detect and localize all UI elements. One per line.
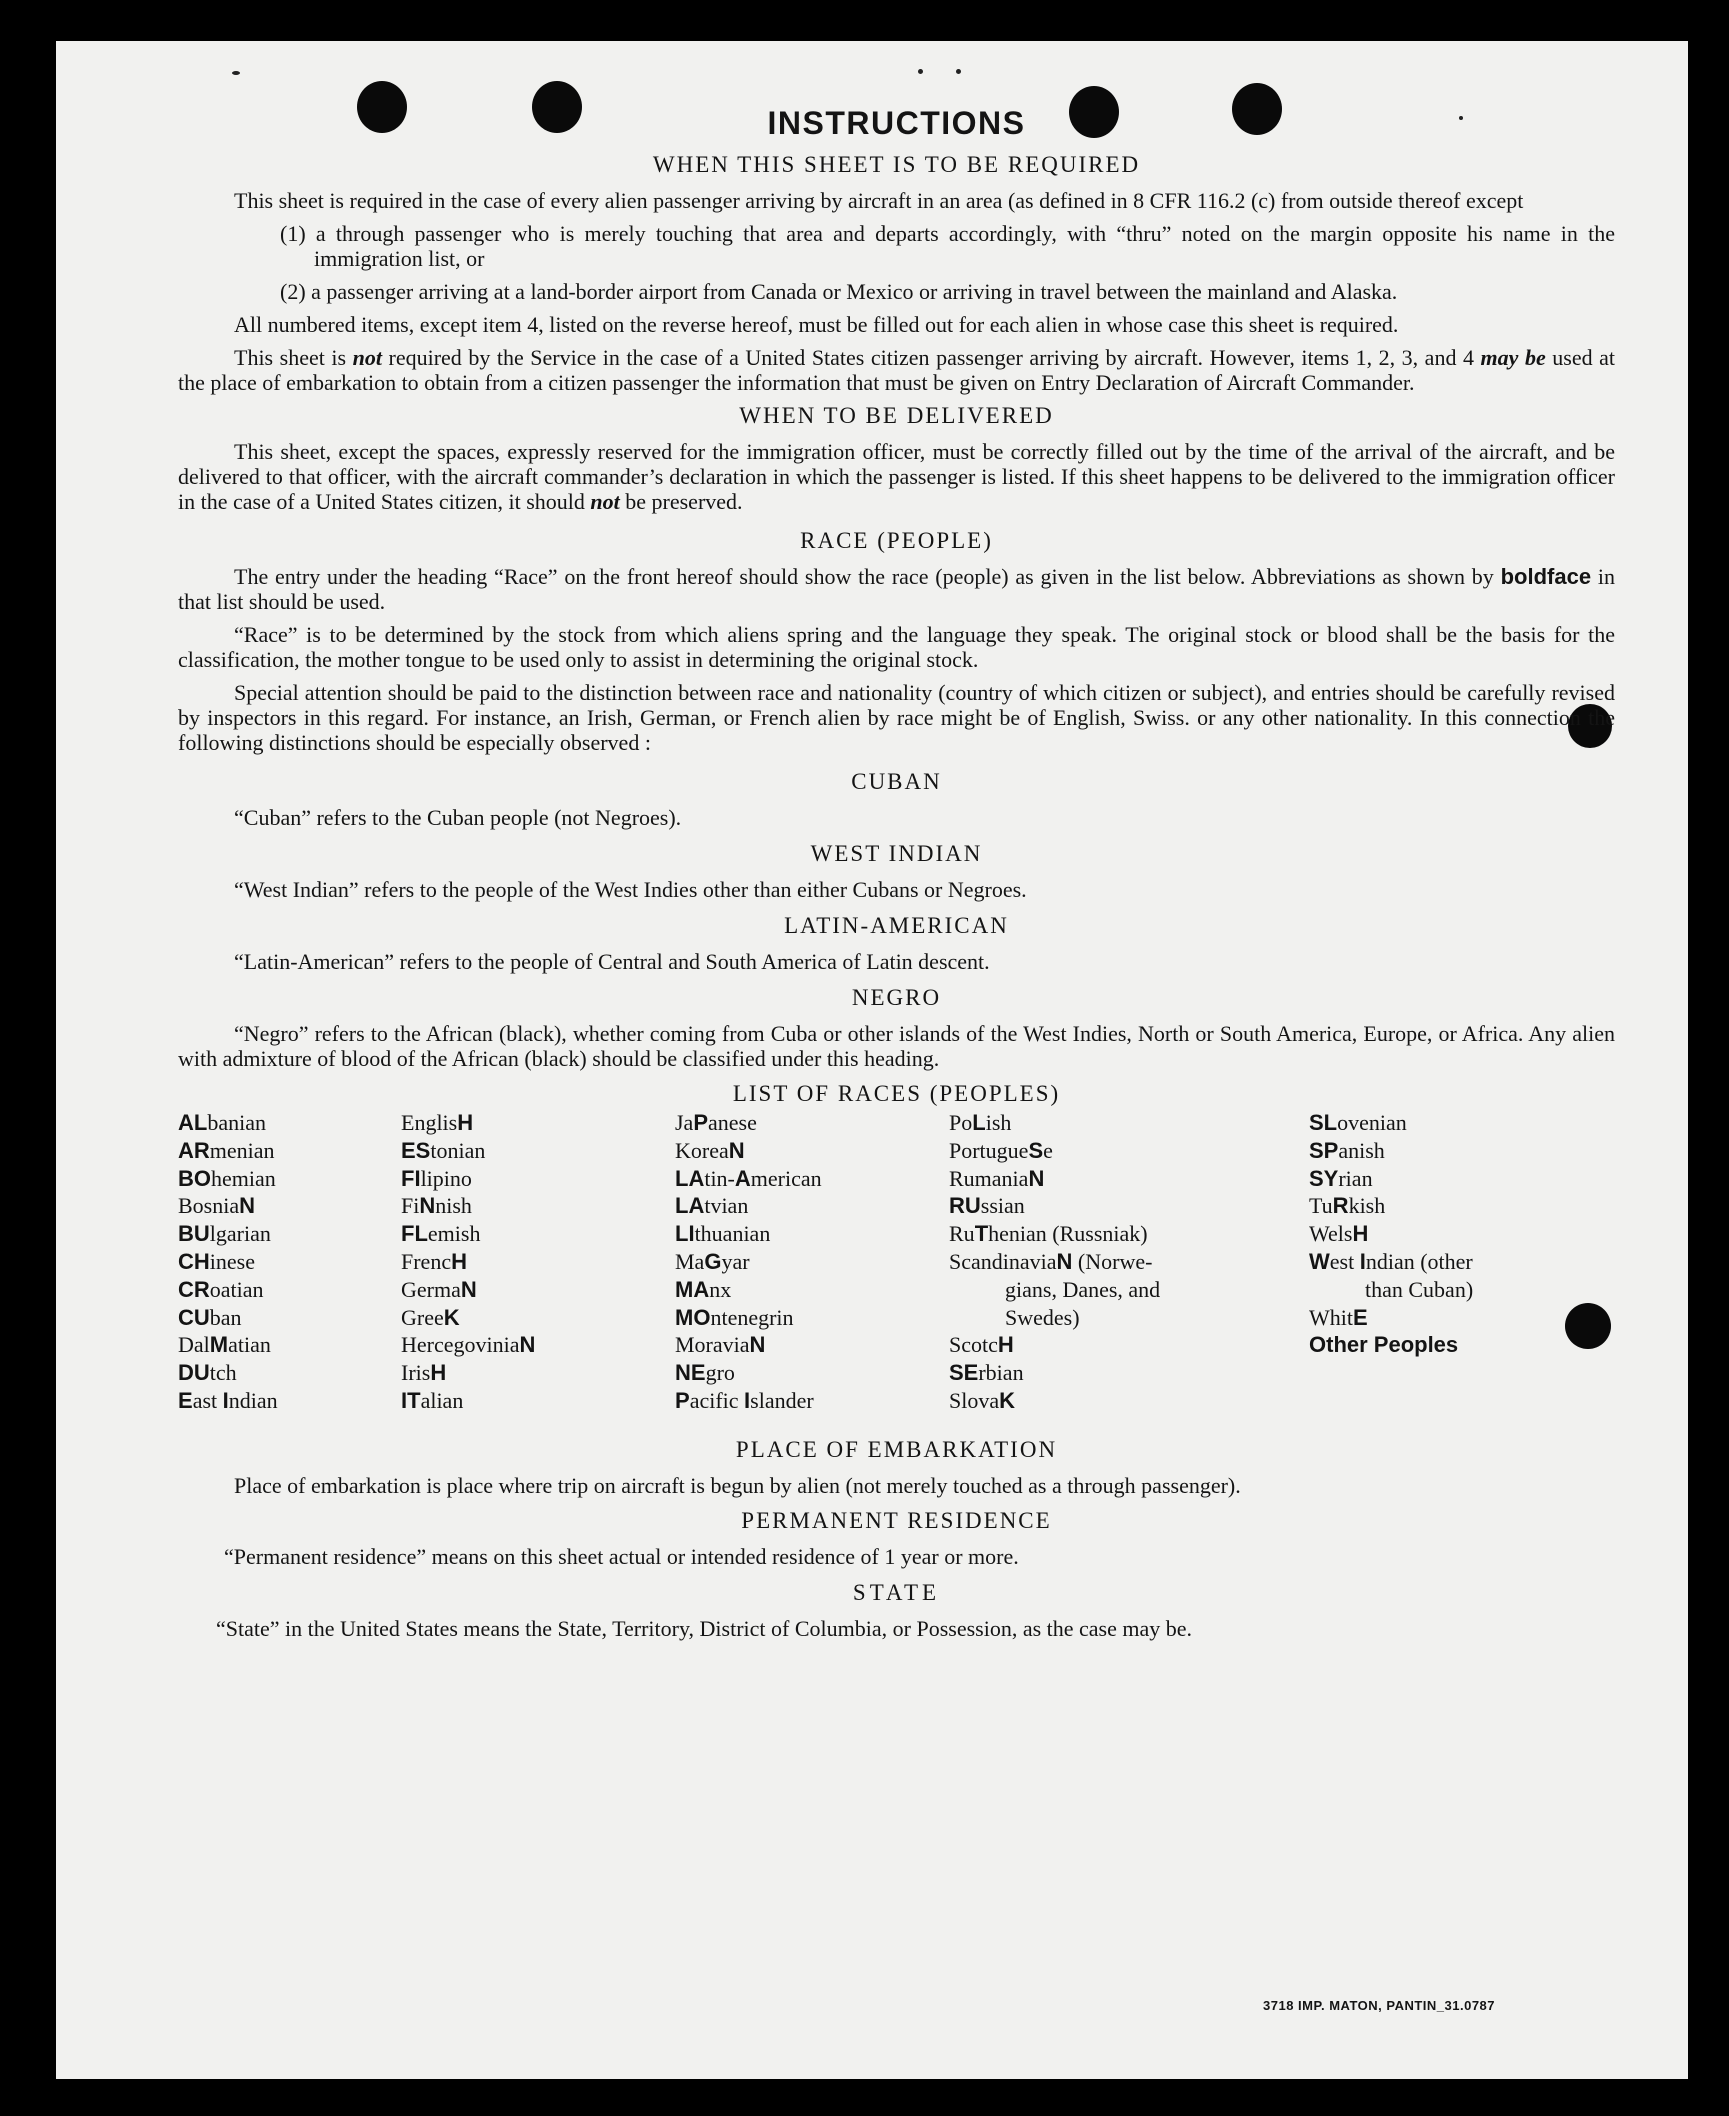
race-entry: than Cuban)	[1365, 1276, 1474, 1302]
race-entry: BOhemian	[178, 1165, 276, 1191]
race-entry: MoraviaN	[675, 1332, 766, 1358]
race-entry: SlovaK	[949, 1387, 1016, 1413]
race-entry: ITalian	[401, 1387, 464, 1413]
race-column	[949, 1109, 1160, 1415]
race-entry: RUssian	[949, 1193, 1025, 1219]
race-entry: SLovenian	[1309, 1110, 1407, 1135]
section-heading: PLACE OF EMBARKATION	[735, 1437, 1058, 1462]
race-entry: HercegoviniaN	[401, 1332, 536, 1358]
race-entry: Swedes)	[1005, 1304, 1080, 1330]
race-entry: CRoatian	[178, 1276, 264, 1302]
race-entry: ScandinaviaN (Norwe-	[949, 1248, 1153, 1274]
race-entry: PortugueSe	[949, 1137, 1053, 1163]
race-entry: BosniaN	[178, 1193, 256, 1219]
race-entry: TuRkish	[1309, 1193, 1386, 1219]
race-entry: IrisH	[401, 1360, 447, 1386]
race-column	[1309, 1109, 1473, 1359]
race-entry: DUtch	[178, 1360, 237, 1386]
race-entry: CUban	[178, 1304, 242, 1330]
race-entry: FLemish	[401, 1221, 481, 1247]
race-entry: NEgro	[675, 1360, 735, 1386]
definition-text: “Negro” refers to the African (black), whether coming from Cuba or other islands of the West Indies, North or South America, Europe, or Africa. Any alien with admixture of blood of the African (black) should be classified under this heading.	[178, 1021, 1615, 1071]
paragraph: Special attention should be paid to the distinction between race and nationality (country of which citizen or subject), and entries should be carefully revised by inspectors in this regard. For instance, an Irish, German, or French alien by race might be of English, Swiss. or any other nationality. In this connection the following distinctions should be especially observed :	[178, 680, 1615, 755]
paragraph: All numbered items, except item 4, listed on the reverse hereof, must be filled out for each alien in whose case this sheet is required.	[234, 312, 1399, 337]
section-heading: PERMANENT RESIDENCE	[741, 1508, 1052, 1533]
race-entry: SPanish	[1309, 1137, 1385, 1163]
race-column	[178, 1109, 278, 1415]
section-heading: WEST INDIAN	[810, 841, 983, 866]
race-entry: SErbian	[949, 1360, 1024, 1386]
list-item: (2) a passenger arriving at a land-border airport from Canada or Mexico or arriving in travel between the mainland and Alaska.	[280, 279, 1398, 304]
race-column	[675, 1109, 822, 1415]
race-entry: FrencH	[401, 1248, 467, 1274]
document-sheet	[56, 41, 1688, 2079]
race-entry: MAnx	[675, 1276, 732, 1302]
race-list	[178, 1109, 1615, 1427]
race-entry: RuThenian (Russniak)	[949, 1221, 1148, 1247]
race-entry: ScotcH	[949, 1332, 1014, 1358]
race-entry: FiNnish	[401, 1193, 472, 1219]
race-entry: ALbanian	[178, 1110, 266, 1135]
section-heading: RACE (PEOPLE)	[800, 528, 993, 553]
race-entry: EnglisH	[401, 1110, 474, 1135]
section-heading: LATIN-AMERICAN	[784, 913, 1009, 938]
paragraph: “Race” is to be determined by the stock from which aliens spring and the language they speak. The original stock or blood shall be the basis for the classification, the mother tongue to be used only to assist in determining the original stock.	[178, 622, 1615, 672]
race-entry: LIthuanian	[675, 1221, 771, 1247]
race-entry: SYrian	[1309, 1165, 1373, 1191]
race-entry: Other Peoples	[1309, 1332, 1459, 1358]
race-entry: East Indian	[178, 1387, 278, 1413]
printer-imprint: 3718 IMP. MATON, PANTIN_31.0787	[1263, 1998, 1496, 2013]
definition-text: “State” in the United States means the State, Territory, District of Columbia, or Possession, as the case may be.	[216, 1616, 1193, 1641]
race-entry: CHinese	[178, 1248, 255, 1274]
section-heading: NEGRO	[851, 985, 942, 1010]
race-column	[401, 1109, 535, 1415]
race-entry: GreeK	[401, 1304, 460, 1330]
race-entry: WhitE	[1309, 1304, 1368, 1330]
speck	[956, 69, 961, 74]
race-entry: LAtvian	[675, 1193, 749, 1219]
race-entry: Pacific Islander	[675, 1387, 814, 1413]
race-entry: KoreaN	[675, 1137, 745, 1163]
speck	[232, 71, 240, 75]
race-entry: RumaniaN	[949, 1165, 1045, 1191]
race-entry: MOntenegrin	[675, 1304, 794, 1330]
race-entry: West Indian (other	[1309, 1248, 1473, 1274]
race-entry: EStonian	[401, 1137, 486, 1163]
paragraph: The entry under the heading “Race” on the front hereof should show the race (people) as given in the list below. Abbreviations as shown by boldface in that list should be used.	[178, 564, 1615, 614]
race-entry: BUlgarian	[178, 1221, 271, 1247]
race-entry: gians, Danes, and	[1005, 1276, 1161, 1302]
race-entry: DalMatian	[178, 1332, 271, 1358]
page-title: INSTRUCTIONS	[767, 105, 1026, 141]
definition-text: Place of embarkation is place where trip on aircraft is begun by alien (not merely touched as a through passenger).	[234, 1473, 1241, 1498]
race-entry: JaPanese	[675, 1110, 757, 1135]
section-heading: WHEN THIS SHEET IS TO BE REQUIRED	[652, 152, 1141, 177]
race-entry: FIlipino	[401, 1165, 472, 1191]
definition-text: “Latin-American” refers to the people of Central and South America of Latin descent.	[234, 949, 990, 974]
section-heading: WHEN TO BE DELIVERED	[739, 403, 1054, 428]
race-entry: GermaN	[401, 1276, 477, 1302]
paragraph: This sheet, except the spaces, expressly reserved for the immigration officer, must be correctly filled out by the time of the arrival of the aircraft, and be delivered to that officer, with the aircraft commander’s declaration in which the passenger is listed. If this sheet happens to be delivered to the immigration officer in the case of a United States citizen, it should not be preserved.	[178, 439, 1615, 514]
section-heading: STATE	[852, 1580, 941, 1605]
race-entry: PoLish	[949, 1110, 1012, 1135]
race-entry: WelsH	[1309, 1221, 1369, 1247]
race-entry: MaGyar	[675, 1248, 750, 1274]
paragraph: This sheet is required in the case of every alien passenger arriving by aircraft in an area (as defined in 8 CFR 116.2 (c) from outside thereof except	[234, 188, 1524, 213]
paragraph: This sheet is not required by the Service in the case of a United States citizen passenger arriving by aircraft. However, items 1, 2, 3, and 4 may be used at the place of embarkation to obtain from a citizen passenger the information that must be given on Entry Declaration of Aircraft Commander.	[178, 345, 1615, 395]
race-entry: LAtin-American	[675, 1165, 822, 1191]
section-heading: LIST OF RACES (PEOPLES)	[732, 1081, 1061, 1106]
speck	[918, 69, 923, 74]
instructions-body	[178, 104, 1615, 1652]
section-heading: CUBAN	[851, 769, 942, 794]
definition-text: “West Indian” refers to the people of the West Indies other than either Cubans or Negroes.	[234, 877, 1027, 902]
race-entry: ARmenian	[178, 1137, 275, 1163]
list-item: (1) a through passenger who is merely touching that area and departs accordingly, with “thru” noted on the margin opposite his name in the immigration list, or	[280, 221, 1615, 271]
definition-text: “Cuban” refers to the Cuban people (not Negroes).	[234, 805, 682, 830]
definition-text: “Permanent residence” means on this sheet actual or intended residence of 1 year or more.	[224, 1544, 1019, 1569]
